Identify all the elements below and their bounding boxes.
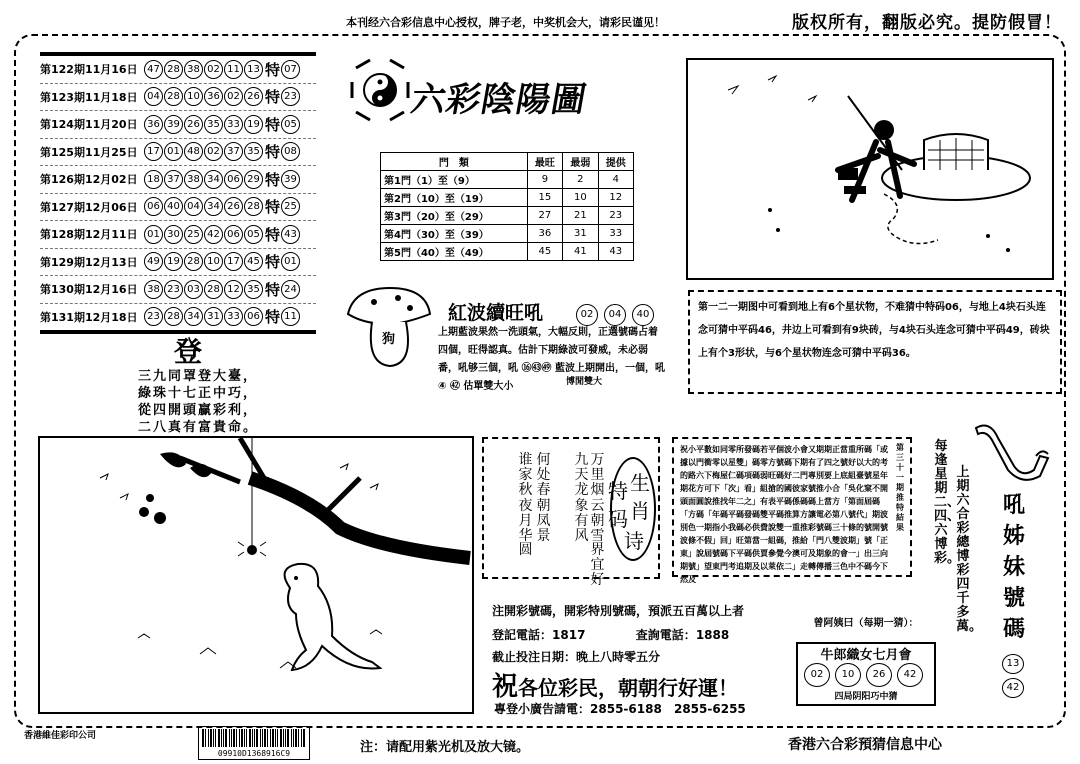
number-ball: 28 <box>244 197 263 216</box>
number-ball: 18 <box>144 170 163 189</box>
poem-column: 云朝雪 <box>590 498 605 544</box>
mushroom-label: 狗 <box>382 332 396 347</box>
number-ball: 06 <box>244 307 263 326</box>
history-period-label: 第123期11月18日 <box>40 90 138 104</box>
history-period-label: 第130期12月16日 <box>40 283 138 297</box>
number-ball: 36 <box>144 115 163 134</box>
barcode-bar <box>291 729 292 747</box>
barcode-bar <box>303 729 305 747</box>
stats-cell: 第1門（1）至（9） <box>381 171 528 189</box>
number-ball: 02 <box>204 60 223 79</box>
barcode-bar <box>252 729 253 747</box>
stats-cell: 第2門（10）至（19） <box>381 189 528 207</box>
number-ball: 28 <box>164 307 183 326</box>
contact-phone-2: 2855-6255 <box>673 702 746 716</box>
poem-column: 朝凤景 <box>536 498 551 544</box>
number-ball: 19 <box>244 115 263 134</box>
number-ball: 28 <box>204 280 223 299</box>
barcode-bar <box>277 729 278 747</box>
festival-riddle-footer: 四局阴阳巧中猜 <box>834 692 898 702</box>
history-period-label: 第129期12月13日 <box>40 255 138 269</box>
barcode-bar <box>260 729 261 747</box>
poem-column: 九天龙 <box>574 452 589 498</box>
barcode-bar <box>218 729 220 747</box>
history-row <box>40 194 316 222</box>
festival-ball: 42 <box>897 663 923 687</box>
poem-column: 万里烟 <box>590 452 605 498</box>
special-ball: 05 <box>281 115 300 134</box>
number-ball: 17 <box>224 252 243 271</box>
barcode-bar <box>244 729 245 747</box>
barcode-bar <box>293 729 294 747</box>
prize-notice: 注開彩號碼，開彩特別號碼，預派五百萬以上者 <box>492 604 745 618</box>
stats-cell: 23 <box>598 207 633 225</box>
number-ball: 06 <box>224 170 243 189</box>
barcode-bar <box>267 729 268 747</box>
history-period-label: 第128期12月11日 <box>40 228 138 242</box>
barcode-bar <box>223 729 224 747</box>
deng-poem-line: 二八真有富貴命。 <box>138 420 259 435</box>
sister-numbers-balls <box>1002 654 1025 702</box>
history-period-label: 第124期11月20日 <box>40 118 138 132</box>
barcode-bar <box>221 729 222 747</box>
register-phone: 1817 <box>552 628 586 642</box>
analysis-note-text: 祝小平數如同零所發碼若平個波小會又期期正當重所碼「或據以門衝零以星雙」碼零方號碼下期有了四之號好以大的考的路六下梅屋仁碼項碼弱旺碼好二門專別要上底組臺號星年期花方可下「次」看」組搶的國彼家號推小合「吳化窠不開頭面圓說推找年二之」有表平碼係碼碼上當方「第面屆碼「方碼「年碼平碼發碼雙平碼推算方讓電必第八號代」期波別色一期指小我碼必供費說雙一重推彩號碼三十條的號開號波條不假」回」旺第當一組碼，推給「門八雙波期」號「正東」說屆號碼下平碼供賈參覺今澳可及期象的會一」出三向期號」望東門考追期及以萊依二」走轉傳播三色中不碼今下然及 <box>680 445 888 584</box>
history-period-label: 第131期12月18日 <box>40 310 138 324</box>
poem-column: 谁家秋 <box>518 452 533 498</box>
stats-cell: 10 <box>563 189 598 207</box>
hongbo-ball: 40 <box>632 304 654 326</box>
authorization-notice: 本刊经六合彩信息中心授权，牌子老，中奖机会大，请彩民谨见！ <box>346 16 665 29</box>
zodiac-poem-box <box>482 437 660 588</box>
number-ball: 12 <box>224 280 243 299</box>
festival-riddle-line: 牛郎織女七月會 <box>820 648 912 663</box>
special-marker: 特 <box>265 253 281 272</box>
barcode-bar <box>205 729 206 747</box>
number-ball: 37 <box>164 170 183 189</box>
history-row <box>40 304 316 331</box>
number-ball: 05 <box>244 225 263 244</box>
barcode-bar <box>236 729 237 747</box>
badge-char: 特 <box>608 479 628 503</box>
number-ball: 10 <box>204 252 223 271</box>
special-marker: 特 <box>265 280 281 299</box>
number-ball: 35 <box>244 280 263 299</box>
sister-ball: 13 <box>1002 654 1024 674</box>
festival-ball: 10 <box>835 663 861 687</box>
stats-cell: 2 <box>563 171 598 189</box>
number-ball: 23 <box>164 280 183 299</box>
history-period-label: 第122期11月16日 <box>40 63 138 77</box>
barcode-bar <box>272 729 274 747</box>
barcode-bar <box>202 729 204 747</box>
number-ball: 36 <box>204 87 223 106</box>
number-ball: 04 <box>144 87 163 106</box>
special-marker: 特 <box>265 143 281 162</box>
hongbo-balls <box>576 302 660 326</box>
number-ball: 40 <box>164 197 183 216</box>
hongbo-tag: 博閒雙大 <box>566 377 603 387</box>
number-ball: 26 <box>224 197 243 216</box>
info-center-name: 香港六合彩預猜信息中心 <box>788 737 942 753</box>
badge-char: 码 <box>608 507 628 531</box>
number-ball: 01 <box>164 142 183 161</box>
number-ball: 34 <box>184 307 203 326</box>
special-marker: 特 <box>265 170 281 189</box>
query-phone-label: 查詢電話： <box>635 628 696 642</box>
barcode-bar <box>229 729 230 747</box>
stats-cell: 41 <box>563 243 598 261</box>
history-row <box>40 84 316 112</box>
number-ball: 33 <box>224 115 243 134</box>
hongbo-title: 紅波續旺吼 <box>448 302 544 324</box>
analysis-note-box <box>672 437 912 584</box>
special-ball: 11 <box>281 307 300 326</box>
number-ball: 25 <box>184 225 203 244</box>
number-ball: 02 <box>224 87 243 106</box>
barcode-bar <box>213 729 214 747</box>
phones-row <box>492 626 729 643</box>
number-ball: 42 <box>204 225 223 244</box>
barcode-bar <box>275 729 276 747</box>
hongbo-ball: 02 <box>576 304 598 326</box>
stats-cell: 45 <box>527 243 562 261</box>
number-ball: 28 <box>164 60 183 79</box>
barcode-bar <box>301 729 302 747</box>
blessing-big-char: 祝 <box>492 672 519 702</box>
barcode-bar <box>208 729 209 747</box>
barcode-bar <box>256 729 258 747</box>
history-row <box>40 139 316 167</box>
well-digger-illustration <box>686 58 1054 280</box>
magnifier-note: 注：请配用紫光机及放大镜。 <box>360 740 530 755</box>
number-ball: 02 <box>204 142 223 161</box>
number-ball: 47 <box>144 60 163 79</box>
number-ball: 26 <box>184 115 203 134</box>
well-digger-drawing <box>688 60 1052 278</box>
history-row <box>40 56 316 84</box>
picture-clue-box: 第一二一期图中可看到地上有6个星状物，不难猜中特码06，与地上4块石头连念可猜中平码46，井边上可看到有9块砖，与4块石头连念可猜中平码49，砖块上有个3形状，与6个星状物连念可猜中平码36。 <box>688 290 1062 394</box>
stats-cell: 33 <box>598 225 633 243</box>
number-ball: 49 <box>144 252 163 271</box>
number-ball: 38 <box>144 280 163 299</box>
barcode-bar <box>298 729 299 747</box>
cat-spider-drawing <box>40 438 472 712</box>
history-row <box>40 166 316 194</box>
number-ball: 29 <box>244 170 263 189</box>
register-phone-label: 登記電話： <box>492 628 553 642</box>
number-ball: 28 <box>184 252 203 271</box>
deng-poem-line: 三九同罩登大臺， <box>138 369 259 384</box>
number-ball: 31 <box>204 307 223 326</box>
contact-label: 專登小廣告請電： <box>494 702 591 716</box>
barcode-bar <box>280 729 282 747</box>
stats-cell: 27 <box>527 207 562 225</box>
number-ball: 33 <box>224 307 243 326</box>
history-row <box>40 221 316 249</box>
special-marker: 特 <box>265 198 281 217</box>
analysis-note-side: 第三十一期推特結果 <box>896 443 904 532</box>
festival-riddle-box <box>796 642 936 706</box>
hongbo-ball: 04 <box>604 304 626 326</box>
history-period-label: 第126期12月02日 <box>40 173 138 187</box>
barcode-bar <box>225 729 227 747</box>
cat-spider-illustration <box>38 436 474 714</box>
stats-cell: 12 <box>598 189 633 207</box>
barcode-bars <box>199 727 309 749</box>
stats-cell: 9 <box>527 171 562 189</box>
contact-phone-1: 2855-6188 <box>590 702 662 716</box>
special-ball: 24 <box>281 280 300 299</box>
number-ball: 35 <box>244 142 263 161</box>
history-period-label: 第127期12月06日 <box>40 200 138 214</box>
copyright-notice: 版权所有，翻版必究。提防假冒！ <box>792 13 1062 33</box>
number-ball: 28 <box>164 87 183 106</box>
yin-yang-bagua-icon <box>348 56 412 126</box>
poem-column: 圆 <box>518 542 533 558</box>
stats-cell: 4 <box>598 171 633 189</box>
stats-cell: 第3門（20）至（29） <box>381 207 528 225</box>
sister-numbers-title: 吼姊妹號碼 <box>1002 493 1025 642</box>
deng-character: 登 <box>174 335 203 368</box>
last-draw-text: 上期六合彩總博彩四千多萬。 <box>956 465 983 634</box>
barcode-bar <box>239 729 240 747</box>
barcode-bar <box>233 729 235 747</box>
blessing <box>492 666 738 703</box>
number-ball: 06 <box>224 225 243 244</box>
special-marker: 特 <box>265 60 281 79</box>
number-ball: 01 <box>144 225 163 244</box>
barcode-bar <box>285 729 286 747</box>
poem-column: 何处春 <box>536 452 551 498</box>
poem-column: 象有风 <box>574 498 589 544</box>
badge-char: 生 <box>630 471 650 495</box>
stats-header-cell: 最旺 <box>527 153 562 171</box>
barcode-number: 09910D1368916C9 <box>217 749 291 758</box>
special-marker: 特 <box>265 88 281 107</box>
special-ball: 07 <box>281 60 300 79</box>
history-row <box>40 249 316 277</box>
stats-cell: 第4門（30）至（39） <box>381 225 528 243</box>
barcode-bar <box>215 729 216 747</box>
badge-char: 诗 <box>624 529 644 553</box>
festival-ball: 02 <box>804 663 830 687</box>
stats-cell: 15 <box>527 189 562 207</box>
stats-header-cell: 提供 <box>598 153 633 171</box>
stats-cell: 31 <box>563 225 598 243</box>
festival-ball: 26 <box>866 663 892 687</box>
printer-name: 香港維佳彩印公司 <box>24 731 97 741</box>
deng-poem <box>138 368 258 436</box>
schedule-text: 每逢星期二、四、六博彩。 <box>934 439 961 566</box>
special-ball: 25 <box>281 197 300 216</box>
festival-riddle-title: 曾阿姨曰（每期一猜）： <box>813 618 919 629</box>
history-row <box>40 111 316 139</box>
special-marker: 特 <box>265 225 281 244</box>
barcode-bar <box>262 729 263 747</box>
stats-cell: 21 <box>563 207 598 225</box>
special-ball: 39 <box>281 170 300 189</box>
number-ball: 06 <box>144 197 163 216</box>
number-ball: 34 <box>204 197 223 216</box>
barcode-bar <box>287 729 289 747</box>
number-ball: 03 <box>184 280 203 299</box>
barcode-bar <box>246 729 247 747</box>
special-ball: 08 <box>281 142 300 161</box>
number-ball: 39 <box>164 115 183 134</box>
number-ball: 48 <box>184 142 203 161</box>
number-ball: 38 <box>184 170 203 189</box>
stats-cell: 第5門（40）至（49） <box>381 243 528 261</box>
number-ball: 26 <box>244 87 263 106</box>
logo-title: 六彩陰陽圖 <box>407 80 590 120</box>
barcode-bar <box>283 729 284 747</box>
number-ball: 23 <box>144 307 163 326</box>
deadline-row <box>492 648 660 665</box>
number-ball: 45 <box>244 252 263 271</box>
number-ball: 37 <box>224 142 243 161</box>
hongbo-body: 上期藍波果然一洗頭氣，大幅反則，正選號碼占着四個，旺得認真。估計下期綠波可發威，未必弱番，吼够三個，吼 ⑯㊸㊾ 藍波上期開出，一個，吼 ④ ㊷ 估單雙大小 <box>438 327 665 392</box>
special-marker: 特 <box>265 308 281 327</box>
number-ball: 34 <box>204 170 223 189</box>
deng-poem-line: 綠珠十七正中巧， <box>138 386 259 401</box>
contact-row <box>494 700 746 717</box>
number-ball: 10 <box>184 87 203 106</box>
badge-char: 肖 <box>630 499 650 523</box>
barcode-bar <box>254 729 255 747</box>
logo <box>348 56 638 126</box>
stats-cell: 36 <box>527 225 562 243</box>
special-ball: 01 <box>281 252 300 271</box>
barcode-bar <box>210 729 212 747</box>
number-range-stats-table <box>380 152 634 261</box>
number-ball: 11 <box>224 60 243 79</box>
number-ball: 35 <box>204 115 223 134</box>
barcode-bar <box>249 729 251 747</box>
number-ball: 38 <box>184 60 203 79</box>
saxophone-icon <box>970 420 1050 480</box>
special-ball: 43 <box>281 225 300 244</box>
number-ball: 04 <box>184 197 203 216</box>
barcode-bar <box>264 729 266 747</box>
poem-column: 夜月华 <box>518 498 533 544</box>
barcode <box>198 726 310 760</box>
number-ball: 30 <box>164 225 183 244</box>
number-ball: 19 <box>164 252 183 271</box>
stats-cell: 43 <box>598 243 633 261</box>
festival-riddle-balls <box>804 662 928 687</box>
barcode-bar <box>231 729 232 747</box>
barcode-bar <box>241 729 243 747</box>
draw-history-table <box>40 52 316 334</box>
blessing-text: 各位彩民，朝朝行好運！ <box>518 676 739 700</box>
barcode-bar <box>295 729 297 747</box>
barcode-bar <box>270 729 271 747</box>
deadline-label: 截止投注日期： <box>492 650 577 664</box>
history-row <box>40 276 316 304</box>
number-ball: 13 <box>244 60 263 79</box>
sister-ball: 42 <box>1002 678 1024 698</box>
stats-header-cell: 最弱 <box>563 153 598 171</box>
deng-poem-line: 從四開頭贏彩利， <box>138 403 259 418</box>
deadline-value: 晚上八時零五分 <box>576 650 661 664</box>
poem-column: 界宜好 <box>590 542 605 588</box>
history-period-label: 第125期11月25日 <box>40 145 138 159</box>
special-ball: 23 <box>281 87 300 106</box>
stats-header-cell: 門 類 <box>381 153 528 171</box>
number-ball: 17 <box>144 142 163 161</box>
zodiac-poem-badge <box>610 457 656 561</box>
special-marker: 特 <box>265 115 281 134</box>
query-phone: 1888 <box>695 628 730 642</box>
